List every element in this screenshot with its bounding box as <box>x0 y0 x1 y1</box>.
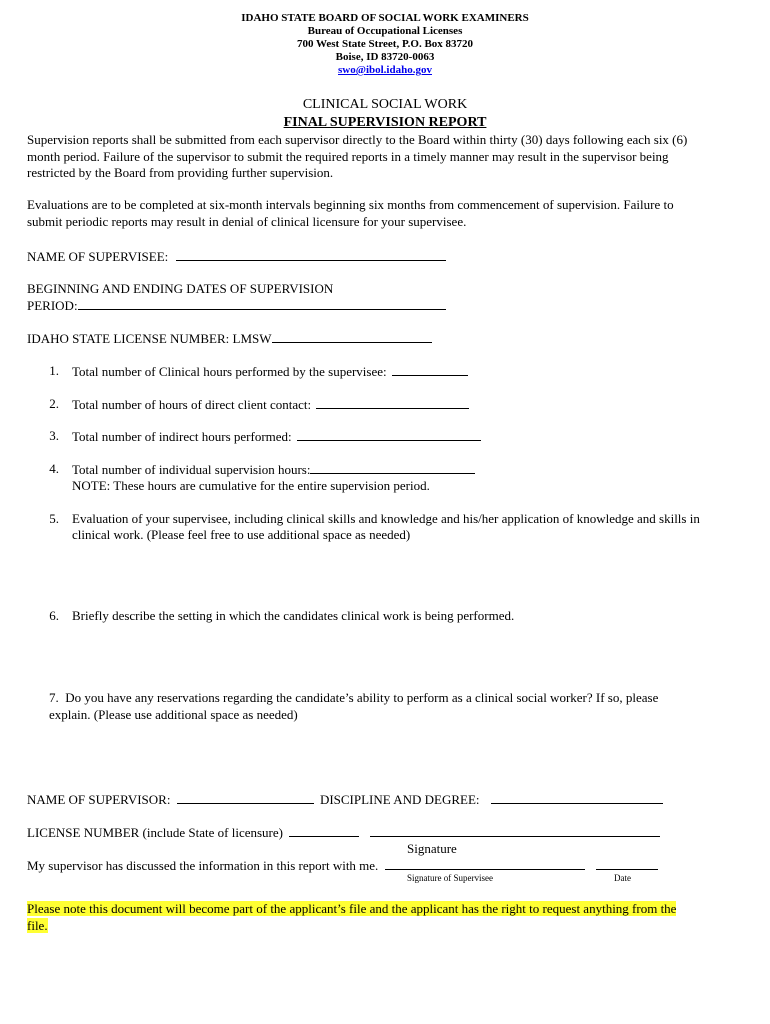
item-number: 7. <box>49 690 59 705</box>
supervision-hours-field[interactable] <box>310 461 475 474</box>
indirect-hours-field[interactable] <box>297 428 481 441</box>
reservations-label-line2: explain. (Please use additional space as needed) <box>49 707 298 722</box>
supervisee-date-field[interactable] <box>596 857 658 870</box>
supervisee-acknowledgment-row <box>27 857 658 874</box>
discipline-label: DISCIPLINE AND DEGREE: <box>319 792 480 807</box>
supervisor-name-label: NAME OF SUPERVISOR: <box>27 792 171 807</box>
item-number: 4. <box>49 461 59 476</box>
reservations-label-line1: 7. Do you have any reservations regarding the candidate’s ability to perform as a clinical social worker? If so, please <box>49 690 659 705</box>
street-address: 700 West State Street, P.O. Box 83720 <box>296 38 474 50</box>
supervisee-name-field[interactable] <box>176 248 446 261</box>
date-caption: Date <box>614 873 631 883</box>
intro-paragraph-1: Supervision reports shall be submitted from each supervisor directly to the Board within thirty (30) days following each six (6) month period. Failure of the supervisor to submit the required reports in a timely manner may result in the supervisor being restricted by the Board from providing further supervision. <box>27 132 688 180</box>
supervision-dates-label-line2: PERIOD: <box>27 298 78 313</box>
license-number-field[interactable] <box>272 330 432 343</box>
form-title: FINAL SUPERVISION REPORT <box>283 115 487 130</box>
supervisor-signature-field[interactable] <box>370 824 660 837</box>
email-link[interactable]: swo@ibol.idaho.gov <box>338 64 432 76</box>
supervisor-name-field[interactable] <box>177 791 314 804</box>
setting-description-answer-area[interactable] <box>72 628 742 684</box>
clinical-hours-field[interactable] <box>392 363 468 376</box>
supervision-dates-row <box>27 297 446 314</box>
board-name: IDAHO STATE BOARD OF SOCIAL WORK EXAMINERS <box>241 12 529 24</box>
item-2-row <box>72 396 469 413</box>
item-number: 6. <box>49 608 59 623</box>
evaluation-label-line2: clinical work. (Please feel free to use additional space as needed) <box>72 527 411 542</box>
clinical-hours-label: Total number of Clinical hours performed by the supervisee: <box>72 364 387 379</box>
city-address: Boise, ID 83720-0063 <box>335 51 435 63</box>
item-3-row <box>72 428 481 445</box>
supervisor-signature-caption: Signature <box>407 841 457 856</box>
supervision-dates-label-line1: BEGINNING AND ENDING DATES OF SUPERVISION <box>27 281 334 296</box>
license-number-row <box>27 330 432 347</box>
supervisee-name-label: NAME OF SUPERVISEE: <box>27 249 169 264</box>
supervisee-signature-field[interactable] <box>385 857 585 870</box>
item-number: 3. <box>49 428 59 443</box>
discipline-field[interactable] <box>491 791 663 804</box>
supervisor-license-row <box>27 824 660 841</box>
indirect-hours-label: Total number of indirect hours performed: <box>72 429 292 444</box>
intro-paragraph-2: Evaluations are to be completed at six-month intervals beginning six months from commencement of supervision. Failure to submit periodic reports may result in denial of clinical licensure for your supervisee. <box>27 197 674 229</box>
supervisee-signature-caption: Signature of Supervisee <box>407 873 493 883</box>
item-number: 2. <box>49 396 59 411</box>
setting-description-label: Briefly describe the setting in which the candidates clinical work is being performed. <box>72 608 515 623</box>
supervision-hours-label: Total number of individual supervision hours: <box>72 462 311 477</box>
supervisor-license-field[interactable] <box>289 824 359 837</box>
acknowledgment-text: My supervisor has discussed the information in this report with me. <box>27 858 379 873</box>
item-number: 1. <box>49 363 59 378</box>
item-number: 5. <box>49 511 59 526</box>
reservations-answer-area[interactable] <box>49 727 739 785</box>
bureau-name: Bureau of Occupational Licenses <box>307 25 463 37</box>
supervision-hours-note: NOTE: These hours are cumulative for the entire supervision period. <box>72 478 430 493</box>
direct-contact-hours-label: Total number of hours of direct client contact: <box>72 397 312 412</box>
evaluation-label-line1: Evaluation of your supervisee, including clinical skills and knowledge and his/her application of knowledge and skills in <box>72 511 700 526</box>
supervision-dates-field[interactable] <box>78 297 446 310</box>
evaluation-answer-area[interactable] <box>72 546 742 604</box>
form-category-title: CLINICAL SOCIAL WORK <box>302 97 468 112</box>
supervisor-row <box>27 791 663 808</box>
item-4-row <box>72 461 475 478</box>
direct-contact-hours-field[interactable] <box>316 396 469 409</box>
supervisee-name-row <box>27 248 446 265</box>
supervisor-license-label: LICENSE NUMBER (include State of licensure) <box>27 825 283 840</box>
license-number-label: IDAHO STATE LICENSE NUMBER: LMSW <box>27 331 272 346</box>
item-1-row <box>72 363 468 380</box>
privacy-notice: Please note this document will become part of the applicant’s file and the applicant has the right to request anything from the file. <box>27 901 677 933</box>
